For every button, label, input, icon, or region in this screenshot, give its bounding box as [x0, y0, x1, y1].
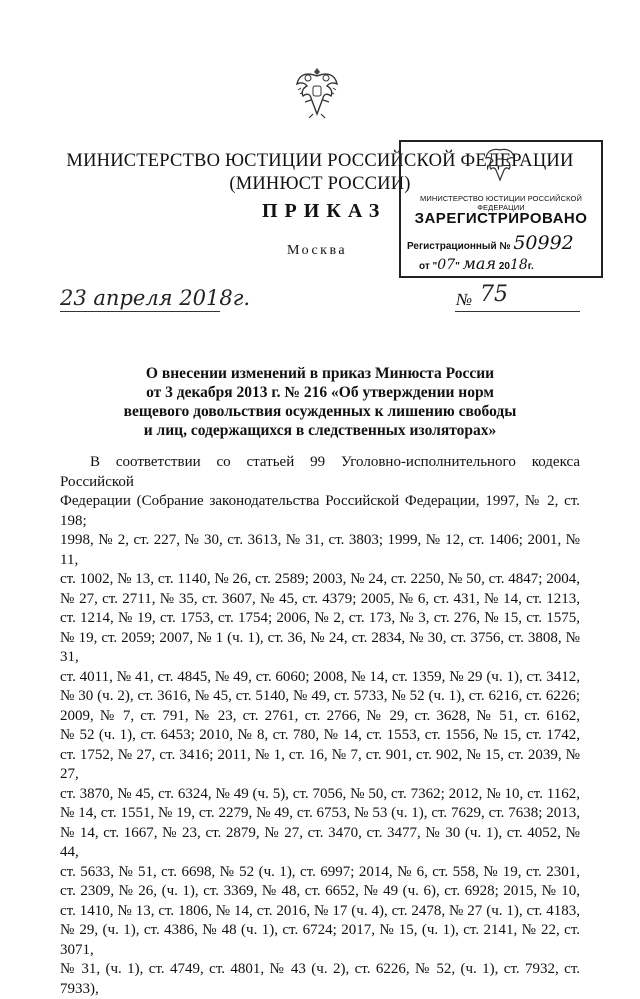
- stamp-reg-label: Регистрационный №: [407, 241, 511, 252]
- document-type: ПРИКАЗ: [262, 200, 387, 222]
- body-line: № 27, ст. 2711, № 35, ст. 3607, № 45, ст. 4379; 2005, № 6, ст. 431, № 14, ст. 1213,: [60, 590, 580, 607]
- number-underline: [455, 311, 580, 312]
- stamp-date-row: [419, 254, 534, 273]
- stamp-ministry: МИНИСТЕРСТВО ЮСТИЦИИ РОССИЙСКОЙ ФЕДЕРАЦИИ: [420, 194, 582, 212]
- body-line: ст. 1214, № 19, ст. 1753, ст. 1754; 2006, № 2, ст. 173, № 3, ст. 276, № 15, ст. 1575,: [60, 610, 580, 626]
- title-line-2: от 3 декабря 2013 г. № 216 «Об утверждении норм: [146, 384, 494, 401]
- body-line: № 31, (ч. 1), ст. 4749, ст. 4801, № 43 (ч. 2), ст. 6226, № 52, (ч. 1), ст. 7932, ст. 7933),: [60, 961, 580, 997]
- order-date: 23 апреля 2018г.: [60, 286, 250, 310]
- order-number-prefix: №: [456, 290, 473, 309]
- body-line: 1998, № 2, ст. 227, № 30, ст. 3613, № 31, ст. 3803; 1999, № 12, ст. 1406; 2001, № 11,: [60, 532, 580, 568]
- stamp-date-month: мая: [462, 254, 497, 273]
- body-line: В соответствии со статьей 99 Уголовно-исполнительного кодекса Российской: [60, 454, 580, 490]
- ministry-line-2: (МИНЮСТ РОССИИ): [229, 174, 411, 194]
- stamp-registered: ЗАРЕГИСТРИРОВАНО: [414, 210, 588, 227]
- body-line: № 19, ст. 2059; 2007, № 1 (ч. 1), ст. 36, № 24, ст. 2834, № 30, ст. 3756, ст. 3808, № 31,: [60, 629, 580, 665]
- city: Москва: [287, 243, 348, 258]
- stamp-date-suffix: г.: [527, 261, 534, 272]
- stamp-reg-row: [407, 232, 574, 254]
- stamp-date-prefix: от ": [419, 261, 438, 272]
- body-line: № 14, ст. 1551, № 19, ст. 2279, № 49, ст. 6753, № 53 (ч. 1), ст. 7629, ст. 7638; 2013,: [60, 805, 580, 821]
- title-line-3: вещевого довольствия осужденных к лишению свободы: [123, 403, 517, 420]
- stamp-emblem-icon: [483, 146, 517, 184]
- body-line: ст. 2309, № 26, (ч. 1), ст. 3369, № 48, ст. 6652, № 49 (ч. 6), ст. 6928; 2015, № 10,: [60, 883, 580, 899]
- body-line: № 14, ст. 1667, № 23, ст. 2879, № 27, ст. 3470, ст. 3477, № 30 (ч. 1), ст. 4052, № 44,: [60, 824, 580, 860]
- body-line: ст. 1410, № 13, ст. 1806, № 14, ст. 2016, № 17 (ч. 4), ст. 2478, № 27 (ч. 1), ст. 4183,: [60, 902, 580, 919]
- order-number: 75: [480, 282, 508, 307]
- body-line: 2009, № 7, ст. 791, № 23, ст. 2761, ст. 2766, № 29, ст. 3628, № 51, ст. 6162,: [60, 707, 580, 724]
- ministry-line-1: МИНИСТЕРСТВО ЮСТИЦИИ РОССИЙСКОЙ ФЕДЕРАЦИИ: [66, 151, 574, 171]
- stamp-date-quote: ": [455, 261, 460, 272]
- stamp-date-year-prefix: 20: [498, 261, 510, 272]
- stamp-reg-number: 50992: [513, 232, 574, 254]
- stamp-date-year: 18: [509, 257, 528, 273]
- state-emblem-icon: [293, 62, 341, 122]
- date-underline: [60, 311, 220, 312]
- body-line: Федерации (Собрание законодательства Российской Федерации, 1997, № 2, ст. 198;: [60, 493, 580, 529]
- title-line-1: О внесении изменений в приказ Минюста России: [145, 365, 495, 382]
- body-line: ст. 1752, № 27, ст. 3416; 2011, № 1, ст. 16, № 7, ст. 901, ст. 902, № 15, ст. 2039, № 27,: [60, 746, 580, 782]
- body-text: [60, 453, 580, 999]
- title-line-4: и лиц, содержащихся в следственных изоляторах»: [143, 422, 497, 439]
- body-line: № 52 (ч. 1), ст. 6453; 2010, № 8, ст. 780, № 14, ст. 1553, ст. 1556, № 15, ст. 1742,: [60, 727, 580, 743]
- order-title: [100, 364, 540, 440]
- body-line: ст. 4011, № 41, ст. 4845, № 49, ст. 6060; 2008, № 14, ст. 1359, № 29 (ч. 1), ст. 3412,: [60, 668, 580, 685]
- body-line: № 29, (ч. 1), ст. 4386, № 48 (ч. 1), ст. 6724; 2017, № 15, (ч. 1), ст. 2141, № 22, ст. 3071,: [60, 922, 580, 958]
- body-line: № 30 (ч. 2), ст. 3616, № 45, ст. 5140, № 49, ст. 5733, № 52 (ч. 1), ст. 6216, ст. 6226;: [60, 688, 580, 704]
- body-line: ст. 5633, № 51, ст. 6698, № 52 (ч. 1), ст. 6997; 2014, № 6, ст. 558, № 19, ст. 2301,: [60, 863, 580, 880]
- body-line: ст. 1002, № 13, ст. 1140, № 26, ст. 2589; 2003, № 24, ст. 2250, № 50, ст. 4847; 2004,: [60, 571, 580, 587]
- stamp-date-day: 07: [437, 257, 456, 273]
- body-line: ст. 3870, № 45, ст. 6324, № 49 (ч. 5), ст. 7056, № 50, ст. 7362; 2012, № 10, ст. 1162,: [60, 785, 580, 802]
- registration-stamp: [399, 140, 603, 278]
